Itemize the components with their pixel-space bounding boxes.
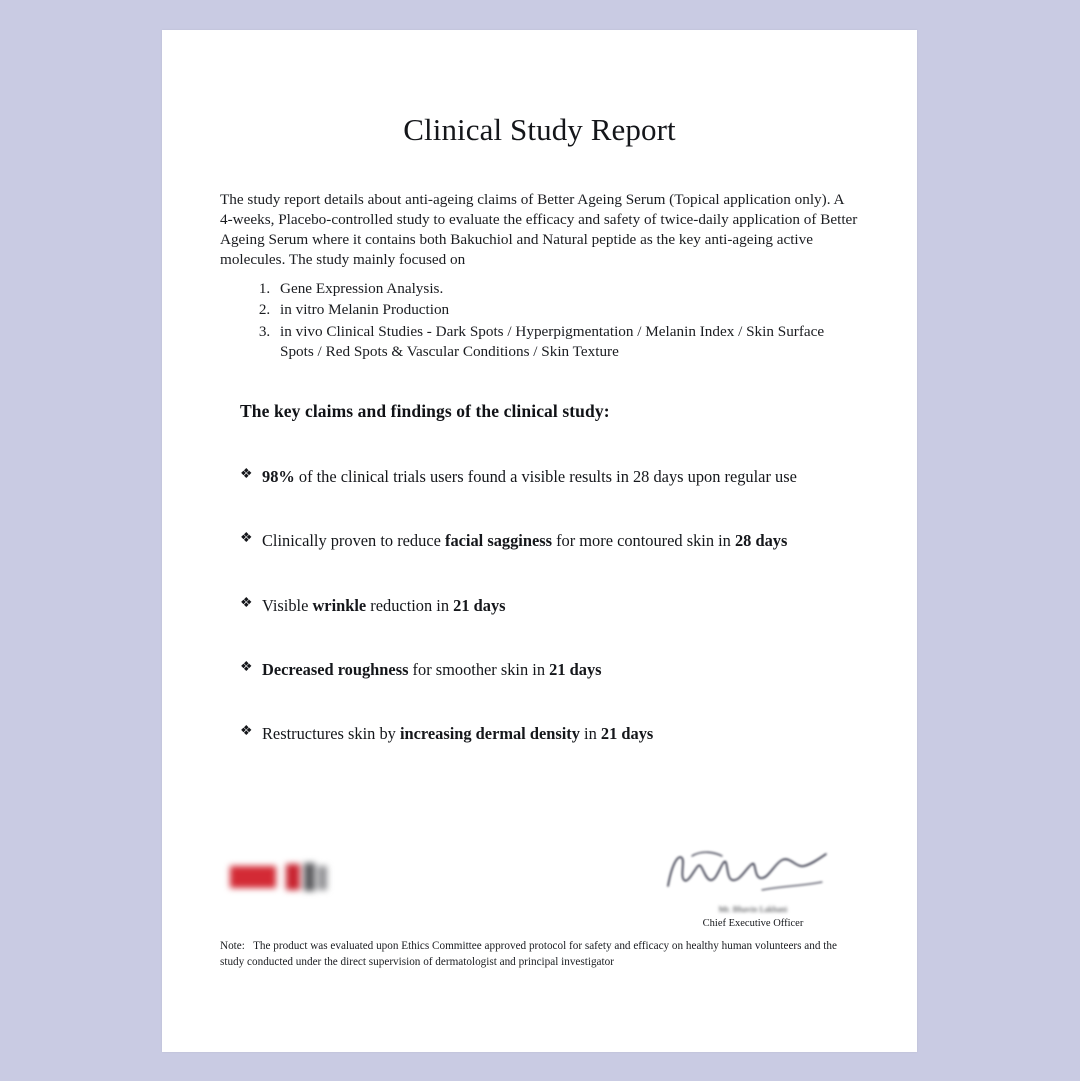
claims-list [162, 422, 917, 745]
list-item: 2. in vitro Melanin Production [274, 300, 859, 320]
claim-text: Decreased roughness for smoother skin in 21 days [262, 660, 602, 680]
diamond-bullet-icon: ❖ [240, 660, 253, 676]
list-item: 3. in vivo Clinical Studies - Dark Spots / Hyperpigmentation / Melanin Index / Skin Surface Spots / Red Spots & Vascular Conditions / Skin Texture [274, 322, 859, 362]
claim-text: Visible wrinkle reduction in 21 days [262, 595, 506, 615]
list-item [240, 595, 859, 616]
footnote [220, 938, 860, 970]
claims-heading: The key claims and findings of the clinical study: [240, 401, 610, 422]
list-item [240, 530, 859, 551]
diamond-bullet-icon: ❖ [240, 724, 253, 740]
page-title: Clinical Study Report [403, 112, 676, 147]
company-stamp-icon [230, 858, 350, 900]
claim-text: Clinically proven to reduce facial sagginess for more contoured skin in 28 days [262, 531, 788, 551]
list-item [240, 723, 859, 744]
signature-area [162, 822, 917, 942]
intro-paragraph: The study report details about anti-ageing claims of Better Ageing Serum (Topical application only). A 4-weeks, Placebo-controlled study to evaluate the efficacy and safety of twice-daily application of Better Ageing Serum where it contains both Bakuchiol and Natural peptide as the key anti-ageing active molecules. The study mainly focused on [220, 191, 858, 269]
footnote-text: The product was evaluated upon Ethics Committee approved protocol for safety and efficacy on healthy human volunteers and the study conducted under the direct supervision of dermatologist and principal investigator [220, 940, 837, 969]
claim-text: 98% of the clinical trials users found a visible results in 28 days upon regular use [262, 467, 797, 487]
handwritten-signature-icon [662, 846, 832, 898]
diamond-bullet-icon: ❖ [240, 467, 253, 483]
signatory-name: Mr. Bhavin Lakhani [718, 904, 788, 914]
list-item: 1. Gene Expression Analysis. [274, 279, 859, 299]
diamond-bullet-icon: ❖ [240, 531, 253, 547]
diamond-bullet-icon: ❖ [240, 595, 253, 611]
signatory-role: Chief Executive Officer [702, 918, 804, 929]
footnote-label: Note: [220, 940, 245, 952]
study-focus-list [162, 279, 917, 362]
claim-text: Restructures skin by increasing dermal density in 21 days [262, 724, 654, 744]
list-item [240, 466, 859, 487]
list-item [240, 659, 859, 680]
document-page [162, 30, 917, 1052]
